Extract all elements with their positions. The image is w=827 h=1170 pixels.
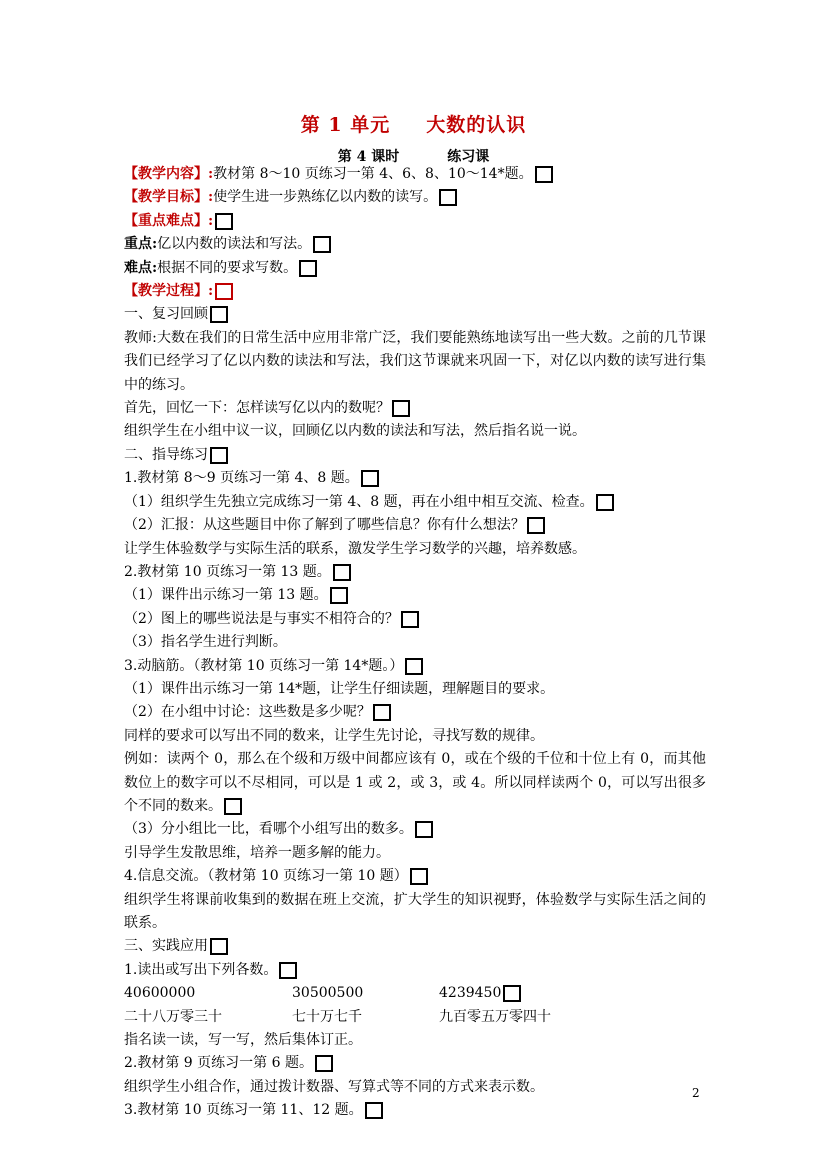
guided-item3-note: 同样的要求可以写出不同的数来，让学生先讨论，寻找写数的规律。	[124, 727, 544, 744]
guided-item1: 1.教材第 8～9 页练习一第 4、8 题。	[124, 467, 706, 490]
checkbox[interactable]	[224, 798, 242, 815]
checkbox[interactable]	[373, 704, 391, 721]
guided-item1-note: 让学生体验数学与实际生活的联系，激发学生学习数学的兴趣，培养数感。	[124, 540, 586, 557]
guided-item3-3: （3）分小组比一比，看哪个小组写出的数多。	[124, 818, 706, 841]
guided-item4-note: 组织学生将课前收集到的数据在班上交流，扩大学生的知识视野，体验数学与实际生活之间的联系。	[124, 891, 706, 931]
word-item: 九百零五万零四十	[439, 1008, 551, 1025]
process-line	[124, 280, 706, 303]
checkbox[interactable]	[210, 938, 228, 955]
guided-item1-1: （1）组织学生先独立完成练习一第 4、8 题，再在小组中相互交流、检查。	[124, 491, 706, 514]
guided-item3-note2: 引导学生发散思维，培养一题多解的能力。	[124, 844, 390, 861]
checkbox[interactable]	[439, 189, 457, 206]
review-teacher-text: 教师:大数在我们的日常生活中应用非常广泛，我们要能熟练地读写出一些大数。之前的几节课我们已经学习了亿以内数的读法和写法，我们这节课就来巩固一下，对亿以内数的读写进行集中的练习。	[124, 329, 706, 393]
goal-line	[124, 186, 706, 209]
checkbox[interactable]	[215, 283, 233, 300]
guided-item3-1: （1）课件出示练习一第 14*题，让学生仔细读题，理解题目的要求。	[124, 680, 555, 697]
checkbox[interactable]	[410, 868, 428, 885]
practice-item2: 2.教材第 9 页练习一第 6 题。	[124, 1052, 706, 1075]
word-item: 二十八万零三十	[124, 1008, 222, 1025]
guided-item2-2: （2）图上的哪些说法是与事实不相符合的？	[124, 608, 706, 631]
guided-item3-2: （2）在小组中讨论：这些数是多少呢？	[124, 701, 706, 724]
practice-item2-note: 组织学生小组合作，通过拨计数器、写算式等不同的方式来表示数。	[124, 1078, 544, 1095]
content-text: 教材第 8～10 页练习一第 4、6、8、10～14*题。	[213, 166, 533, 182]
checkbox[interactable]	[361, 470, 379, 487]
review-heading: 一、复习回顾	[124, 303, 706, 326]
practice-item1-note: 指名读一读，写一写，然后集体订正。	[124, 1032, 362, 1049]
guided-item2-1: （1）课件出示练习一第 13 题。	[124, 584, 706, 607]
difficulty-text: 根据不同的要求写数。	[157, 259, 298, 276]
practice-item3: 3.教材第 10 页练习一第 11、12 题。	[124, 1099, 706, 1122]
key-label: 【重点难点】:	[124, 212, 214, 229]
checkbox[interactable]	[210, 306, 228, 323]
key-point-label: 重点:	[124, 236, 158, 253]
guided-item1-2: （2）汇报：从这些题目中你了解到了哪些信息？你有什么想法？	[124, 514, 706, 537]
practice-numbers-row	[124, 982, 706, 1005]
checkbox[interactable]	[313, 236, 331, 253]
checkbox[interactable]	[527, 517, 545, 534]
review-first-line: 首先，回忆一下：怎样读写亿以内的数呢？	[124, 397, 706, 420]
checkbox[interactable]	[299, 260, 317, 277]
checkbox[interactable]	[330, 587, 348, 604]
checkbox[interactable]	[503, 985, 521, 1002]
content-label: 【教学内容】:	[124, 166, 214, 182]
checkbox[interactable]	[392, 400, 410, 417]
checkbox[interactable]	[415, 821, 433, 838]
number-item: 40600000	[124, 985, 196, 1002]
lesson-type: 练习课	[447, 149, 490, 165]
checkbox[interactable]	[279, 962, 297, 979]
number-item: 4239450	[439, 982, 521, 1005]
checkbox[interactable]	[210, 447, 228, 464]
guided-item3: 3.动脑筋。（教材第 10 页练习一第 14*题。）	[124, 655, 706, 678]
guided-item3-example: 例如：读两个 0，那么在个级和万级中间都应该有 0，或在个级的千位和十位上有 0，而其他数位上的数字可以不尽相同，可以是 1 或 2，或 3，或 4。所以同样读两个 0，可以写出很多个不同的数来。	[124, 751, 706, 814]
checkbox[interactable]	[405, 658, 423, 675]
practice-heading: 三、实践应用	[124, 935, 706, 958]
number-item: 30500500	[292, 985, 364, 1002]
topic-label: 大数的认识	[426, 114, 527, 136]
guided-heading: 二、指导练习	[124, 444, 706, 467]
content-line	[124, 163, 706, 186]
checkbox[interactable]	[365, 1102, 383, 1119]
checkbox[interactable]	[315, 1055, 333, 1072]
goal-label: 【教学目标】:	[124, 189, 214, 206]
checkbox[interactable]	[401, 611, 419, 628]
key-point-line	[124, 233, 706, 256]
guided-item2: 2.教材第 10 页练习一第 13 题。	[124, 561, 706, 584]
review-organize-text: 组织学生在小组中议一议，回顾亿以内数的读法和写法，然后指名说一说。	[124, 423, 586, 440]
difficulty-line	[124, 257, 706, 280]
process-label: 【教学过程】:	[124, 283, 214, 300]
guided-item2-3: （3）指名学生进行判断。	[124, 634, 287, 651]
page-number: 2	[692, 1086, 700, 1100]
key-line	[124, 210, 706, 233]
goal-text: 使学生进一步熟练亿以内数的读写。	[213, 189, 438, 206]
checkbox[interactable]	[596, 494, 614, 511]
lesson-label: 第 4 课时	[337, 149, 400, 165]
unit-label: 第 1 单元	[300, 114, 391, 136]
document-body	[124, 163, 706, 1123]
checkbox[interactable]	[333, 564, 351, 581]
key-point-text: 亿以内数的读法和写法。	[157, 236, 312, 253]
guided-item4: 4.信息交流。（教材第 10 页练习一第 10 题）	[124, 865, 706, 888]
checkbox[interactable]	[535, 166, 553, 183]
checkbox[interactable]	[215, 213, 233, 230]
practice-words-row	[124, 1006, 706, 1029]
practice-item1: 1.读出或写出下列各数。	[124, 959, 706, 982]
page-title	[0, 110, 827, 137]
difficulty-label: 难点:	[124, 259, 158, 276]
word-item: 七十万七千	[292, 1008, 362, 1025]
